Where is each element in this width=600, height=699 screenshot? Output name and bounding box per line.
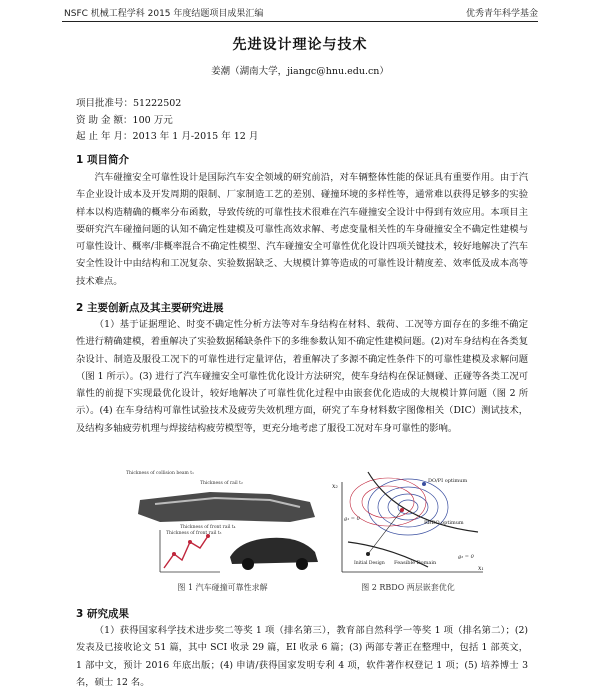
funding-amount: 资 助 金 额：100 万元 [76,115,173,126]
section-2-text: （1）基于证据理论、时变不确定性分析方法等对车身结构在材料、载荷、工况等方面存在的多维不确定性进行精确建模，着重解决了实验数据稀缺条件下的多维参数认知不确定性建模问题。(2)对车身结构在各类复杂设计、制造及服役工况下的可靠性进行定量评估，着重解决了多源不确定性条件下的可靠性建模及求解问题（图 1 所示）。(3) 进行了汽车碰撞安全可靠性优化设计方法研究，使车身结构在保证侧碰、正碰等各类工况可靠性的前提下实现最优化设计，较好地解决了可靠性优化过程中由嵌套优化造成的大规模计算问题（图 2 所示）。(4) 在车身结构可靠性试验技术及疲劳失效机理方面，研究了车身材料数字图像相关（DIC）测试技术，及结构多轴疲劳机理与焊接结构疲劳模型等，更充分地考虑了服役工况对车身可靠性的影响。 [76,319,528,434]
car-wheel-rear [296,558,308,570]
running-header-left: NSFC 机械工程学科 2015 年度结题项目成果汇编 [64,9,264,19]
car-body-illustration [138,492,318,570]
fig2-label-g2: g₂ = 0 [458,554,474,560]
section-heading-2: 2 主要创新点及其主要研究进展 [76,302,224,314]
fig2-label-g1: g₁ = 0 [344,516,360,522]
curve-point [188,540,192,544]
running-header-right: 优秀青年科学基金 [465,9,538,19]
fig1-label-3: Thickness of front rail t₃ [166,531,222,536]
header-rule [62,21,538,22]
section-heading-3: 3 研究成果 [76,608,129,620]
dopi-optimum-point [422,482,426,486]
fig1-label-1: Thickness of collision beam t₁ [126,471,194,476]
section-3-text: （1）获得国家科学技术进步奖二等奖 1 项（排名第三），教育部自然科学一等奖 1 项（排名第二）；(2) 发表及已接收论文 51 篇，其中 SCI 收录 29 篇，EI 收录 6 篇；(3) 两部专著正在整理中，包括 1 部英文，1 部中文，预计 2016 年底出版；(4) 申请/获得国家发明专利 4 项，软件著作权登记 1 项；(5) 培养博士 3 名，硕士 12 名。 [76,625,528,688]
figure-1-car-crash [120,462,325,577]
contour [388,494,428,520]
project-period: 起 止 年 月：2013 年 1 月-2015 年 12 月 [76,131,259,142]
section-heading-1: 1 项目简介 [76,154,129,166]
initial-design-point [366,552,370,556]
rbdo-optimum-point [400,508,404,512]
fig2-axis-x2: x₂ [332,483,338,490]
fig2-label-dopi: DO/PI optimum [428,478,468,484]
car-frame-shape [138,492,315,522]
article-title: 先进设计理论与技术 [232,37,368,53]
curve-point [172,552,176,556]
project-number: 项目批准号：51222502 [76,98,182,109]
car-wheel-front [242,558,254,570]
contour [362,486,414,518]
figure-1-caption: 图 1 汽车碰撞可靠性求解 [177,583,268,592]
fig1-label-2: Thickness of rail t₂ [200,481,243,486]
fig2-label-feasible: Feasible Domain [394,560,437,566]
author-line: 姜潮（湖南大学，jiangc@hnu.edu.cn） [211,66,389,77]
figure-2-caption: 图 2 RBDO 两层嵌套优化 [361,583,455,592]
reliability-curve [160,530,220,572]
figure-2-rbdo [328,462,488,577]
section-1-text: 汽车碰撞安全可靠性设计是国际汽车安全领域的研究前沿，对车辆整体性能的保证具有重要作用。由于汽车企业设计成本及开发周期的限制、厂家制造工艺的差别、碰撞环境的多样性等，通常难以获得足够多的实验样本以构造精确的概率分布函数，导致传统的可靠性技术很难在汽车碰撞安全设计中得到有效应用。本项目主要研究汽车碰撞问题的认知不确定性建模及可靠性高效求解、考虑变量相关性的车身碰撞安全不确定性建模与可靠性设计、概率/非概率混合不确定性模型、汽车碰撞安全可靠性优化设计四项关键技术，较好地解决了汽车安全性设计中由结构和工况复杂、实验数据缺乏、大规模计算等造成的可靠性设计精度差、效率低及成本高等技术难点。 [76,172,528,287]
design-path [368,510,402,554]
fig1-label-4: Thickness of front rail t₄ [180,525,236,530]
fig2-axis-x1: x₁ [478,565,484,572]
fig2-label-rbdo: RBDO optimum [424,520,464,526]
fig2-label-initial: Initial Design [354,561,385,566]
reliability-polyline [164,536,208,568]
